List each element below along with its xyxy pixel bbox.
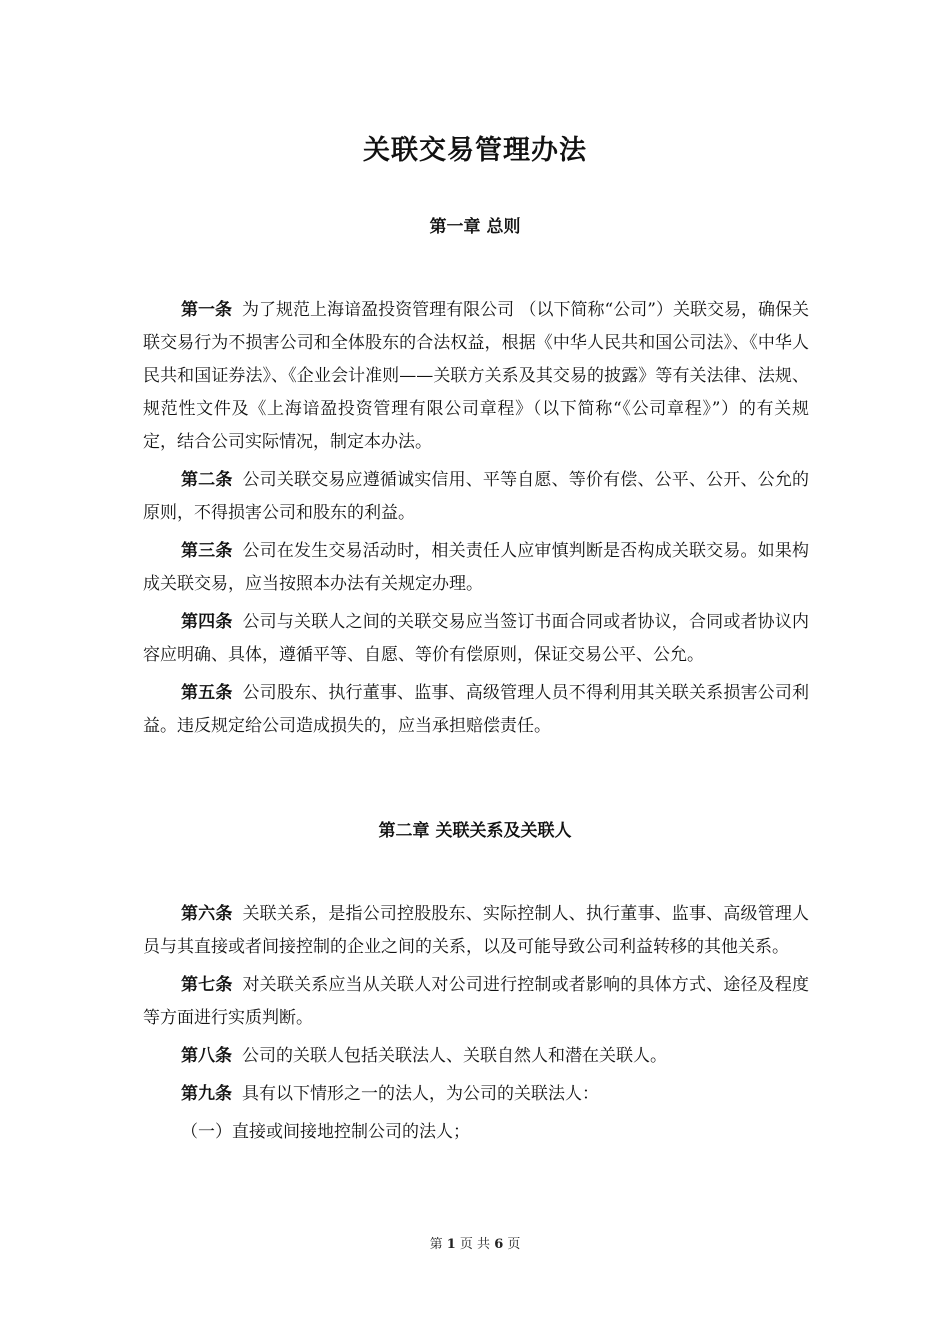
article-1-label: 第一条 [181,300,233,320]
document-title: 关联交易管理办法 [363,135,587,166]
article-2 [143,464,809,530]
article-8-text: 公司的关联人包括关联法人、关联自然人和潜在关联人。 [242,1046,667,1066]
chapter-1-body [143,294,809,748]
article-2-label: 第二条 [181,470,233,490]
chapter-2-body [143,898,809,1149]
article-4-label: 第四条 [181,612,233,632]
footer-suffix: 页 [507,1237,521,1252]
article-6-text: 关联关系，是指公司控股股东、实际控制人、执行董事、监事、高级管理人员与其直接或者间接控制的企业之间的关系，以及可能导致公司利益转移的其他关系。 [143,904,809,957]
article-4 [143,606,809,672]
footer-current-page: 1 [446,1237,456,1252]
article-4-text: 公司与关联人之间的关联交易应当签订书面合同或者协议，合同或者协议内容应明确、具体，遵循平等、自愿、等价有偿原则，保证交易公平、公允。 [143,612,809,665]
article-3 [143,535,809,601]
article-9 [143,1078,809,1111]
footer-total-pages: 6 [494,1237,504,1252]
footer-middle: 页 共 [459,1237,491,1252]
page-footer [0,1233,950,1252]
article-3-label: 第三条 [181,541,233,561]
article-6-label: 第六条 [181,904,233,924]
article-6 [143,898,809,964]
article-5 [143,677,809,743]
article-9-item-1: （一）直接或间接地控制公司的法人； [181,1122,470,1142]
article-9-label: 第九条 [181,1084,232,1104]
article-7-text: 对关联关系应当从关联人对公司进行控制或者影响的具体方式、途径及程度等方面进行实质判断。 [143,975,809,1028]
article-3-text: 公司在发生交易活动时，相关责任人应审慎判断是否构成关联交易。如果构成关联交易，应当按照本办法有关规定办理。 [143,541,809,594]
article-7 [143,969,809,1035]
article-8 [143,1040,809,1073]
article-5-label: 第五条 [181,683,233,703]
article-7-label: 第七条 [181,975,233,995]
article-9-text: 具有以下情形之一的法人，为公司的关联法人： [242,1084,599,1104]
article-5-text: 公司股东、执行董事、监事、高级管理人员不得利用其关联关系损害公司利益。违反规定给公司造成损失的，应当承担赔偿责任。 [143,683,809,736]
article-1 [143,294,809,459]
article-2-text: 公司关联交易应遵循诚实信用、平等自愿、等价有偿、公平、公开、公允的原则，不得损害公司和股东的利益。 [143,470,809,523]
chapter-2-heading: 第二章 关联关系及关联人 [378,821,572,841]
article-8-label: 第八条 [181,1046,232,1066]
chapter-1-heading: 第一章 总则 [429,217,521,237]
article-1-text: 为了规范上海谙盈投资管理有限公司 （以下简称“公司”）关联交易，确保关联交易行为不损害公司和全体股东的合法权益，根据《中华人民共和国公司法》、《中华人民共和国证券法》、《企业会计准则——关联方关系及其交易的披露》等有关法律、法规、规范性文件及《上海谙盈投资管理有限公司章程》（以下简称“《公司章程》”）的有关规定，结合公司实际情况，制定本办法。 [143,300,810,452]
footer-prefix: 第 [429,1237,443,1252]
